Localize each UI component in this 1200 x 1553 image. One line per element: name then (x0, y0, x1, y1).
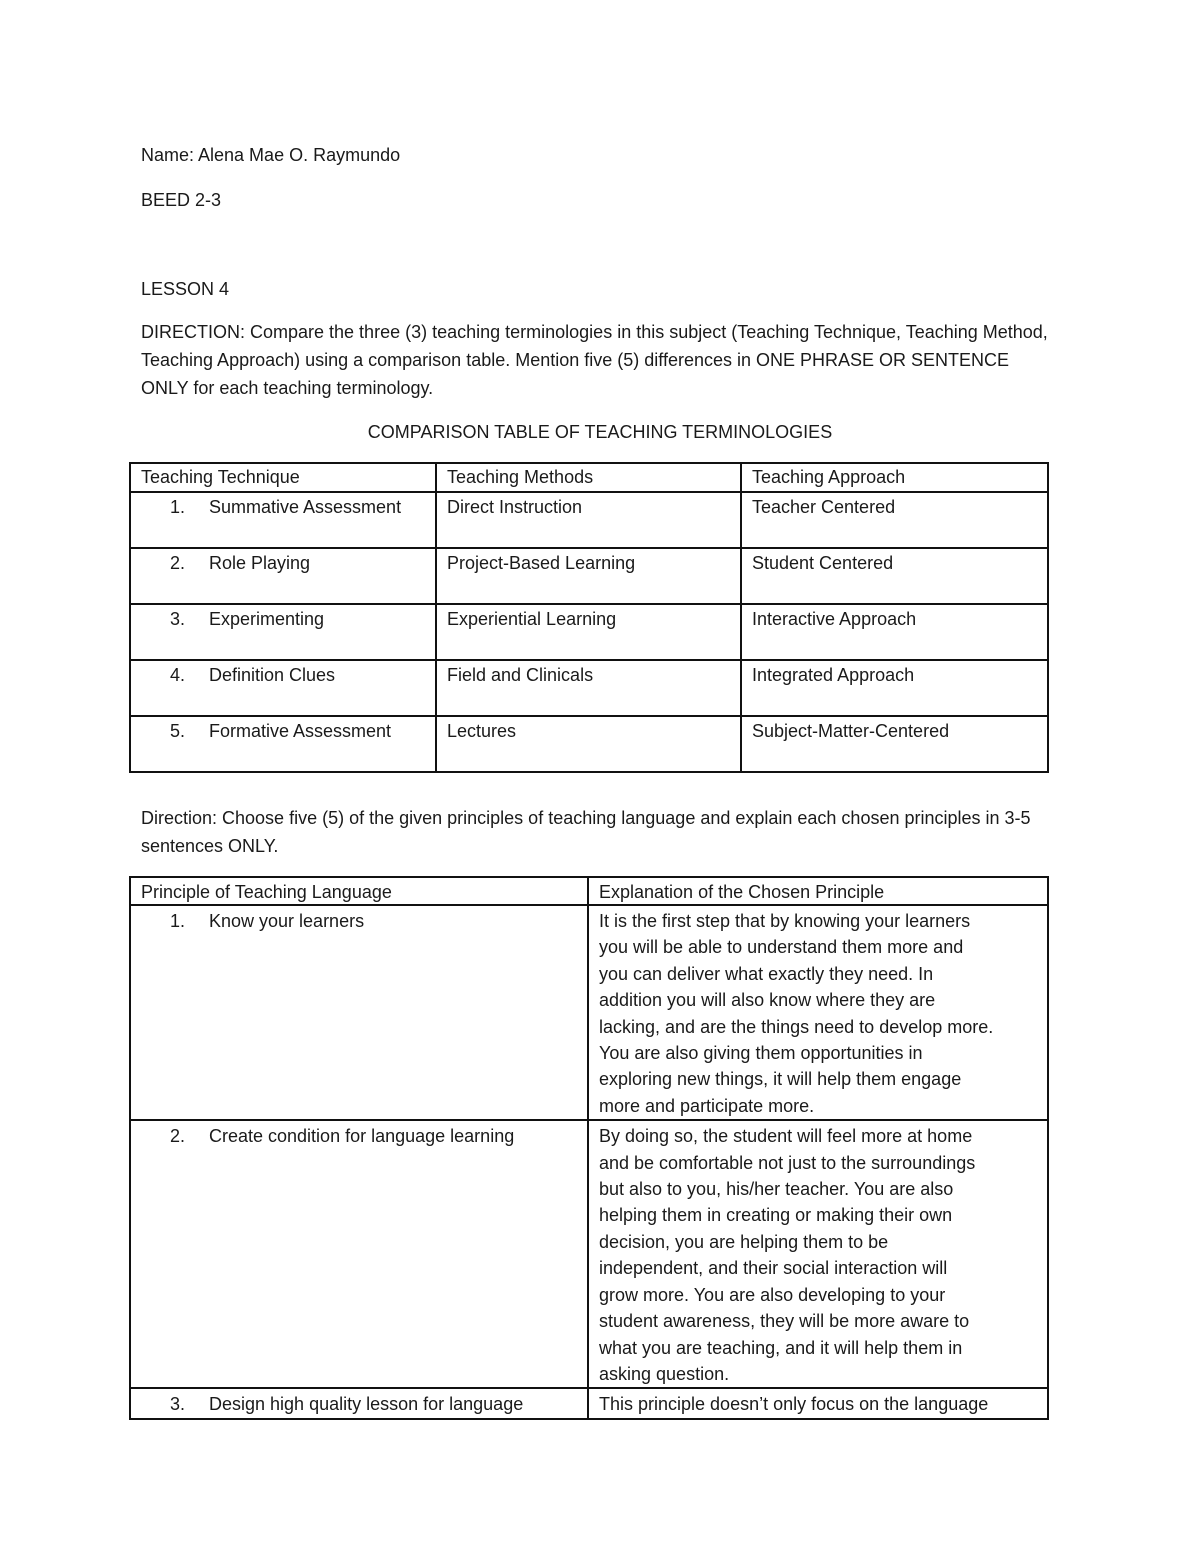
explanation-line: This principle doesn’t only focus on the language (599, 1394, 989, 1415)
row-number: 3. (169, 1394, 185, 1415)
header-technique: Teaching Technique (130, 463, 436, 492)
direction-terminologies: DIRECTION: Compare the three (3) teaching terminologies in this subject (Teaching Technique, Teaching Method, Teaching Approach) using a comparison table. Mention five (5) differences in ONE PHRASE OR SENTENCE ONLY for each teaching terminology. (141, 322, 1048, 398)
table-row (130, 1388, 1048, 1418)
explanation-line: By doing so, the student will feel more at home (599, 1126, 973, 1147)
explanation-line: but also to you, his/her teacher. You are also (599, 1179, 954, 1200)
comparison-table (129, 462, 1049, 773)
student-name: Name: Alena Mae O. Raymundo (141, 145, 401, 165)
principle-cell (130, 905, 588, 1120)
table-row (130, 548, 1048, 604)
row-number: 3. (169, 609, 185, 629)
explanation-line: grow more. You are also developing to your (599, 1284, 946, 1305)
explanation-line: helping them in creating or making their own (599, 1205, 953, 1226)
row-number: 2. (169, 1126, 185, 1147)
approach-cell: Teacher Centered (741, 492, 1048, 548)
table-header-row (130, 877, 1048, 905)
header-methods: Teaching Methods (436, 463, 741, 492)
table-row (130, 1120, 1048, 1388)
explanation-cell (588, 1120, 1048, 1388)
explanation-line: It is the first step that by knowing your learners (599, 911, 971, 931)
technique-text: Summative Assessment (209, 497, 402, 517)
header-explanation: Explanation of the Chosen Principle (588, 877, 1048, 905)
table-row (130, 660, 1048, 716)
principle-text: Create condition for language learning (209, 1126, 515, 1147)
principle-cell (130, 1120, 588, 1388)
principle-text: Design high quality lesson for language (209, 1394, 524, 1415)
technique-text: Role Playing (209, 553, 311, 573)
header-approach: Teaching Approach (741, 463, 1048, 492)
explanation-line: exploring new things, it will help them engage (599, 1069, 962, 1090)
explanation-line: more and participate more. (599, 1095, 815, 1116)
explanation-line: what you are teaching, and it will help them in (599, 1337, 963, 1358)
header-principle: Principle of Teaching Language (130, 877, 588, 905)
row-number: 1. (169, 911, 185, 931)
direction-principles: Direction: Choose five (5) of the given principles of teaching language and explain each chosen principles in 3-5 sentences ONLY. (141, 808, 1031, 856)
row-number: 1. (169, 497, 185, 517)
table-row (130, 905, 1048, 1120)
lesson-label: LESSON 4 (141, 279, 230, 299)
principles-table (129, 876, 1049, 1420)
approach-cell: Subject-Matter-Centered (741, 716, 1048, 772)
explanation-line: student awareness, they will be more aware to (599, 1311, 970, 1332)
explanation-cell (588, 905, 1048, 1120)
approach-cell: Interactive Approach (741, 604, 1048, 660)
explanation-line: decision, you are helping them to be (599, 1231, 889, 1252)
method-cell: Direct Instruction (436, 492, 741, 548)
technique-cell (130, 716, 436, 772)
table-row (130, 716, 1048, 772)
method-cell: Project-Based Learning (436, 548, 741, 604)
section-label: BEED 2-3 (141, 190, 222, 210)
table-header-row (130, 463, 1048, 492)
explanation-line: independent, and their social interaction will (599, 1258, 948, 1279)
principle-text: Know your learners (209, 911, 365, 931)
technique-text: Experimenting (209, 609, 325, 629)
technique-cell (130, 660, 436, 716)
explanation-line: asking question. (599, 1363, 730, 1384)
method-cell: Field and Clinicals (436, 660, 741, 716)
explanation-line: lacking, and are the things need to develop more. (599, 1016, 994, 1037)
explanation-line: You are also giving them opportunities in (599, 1043, 923, 1064)
technique-cell (130, 492, 436, 548)
approach-cell: Student Centered (741, 548, 1048, 604)
explanation-line: you will be able to understand them more and (599, 937, 964, 958)
explanation-cell (588, 1388, 1048, 1418)
explanation-line: you can deliver what exactly they need. In (599, 963, 934, 984)
technique-text: Definition Clues (209, 665, 336, 685)
method-cell: Experiential Learning (436, 604, 741, 660)
technique-text: Formative Assessment (209, 721, 392, 741)
approach-cell: Integrated Approach (741, 660, 1048, 716)
table-caption: COMPARISON TABLE OF TEACHING TERMINOLOGIES (367, 422, 833, 442)
row-number: 5. (169, 721, 185, 741)
explanation-line: and be comfortable not just to the surroundings (599, 1152, 976, 1173)
technique-cell (130, 604, 436, 660)
explanation-line: addition you will also know where they are (599, 990, 936, 1011)
row-number: 4. (169, 665, 185, 685)
technique-cell (130, 548, 436, 604)
table-row (130, 604, 1048, 660)
principle-cell (130, 1388, 588, 1418)
method-cell: Lectures (436, 716, 741, 772)
table-row (130, 492, 1048, 548)
row-number: 2. (169, 553, 185, 573)
